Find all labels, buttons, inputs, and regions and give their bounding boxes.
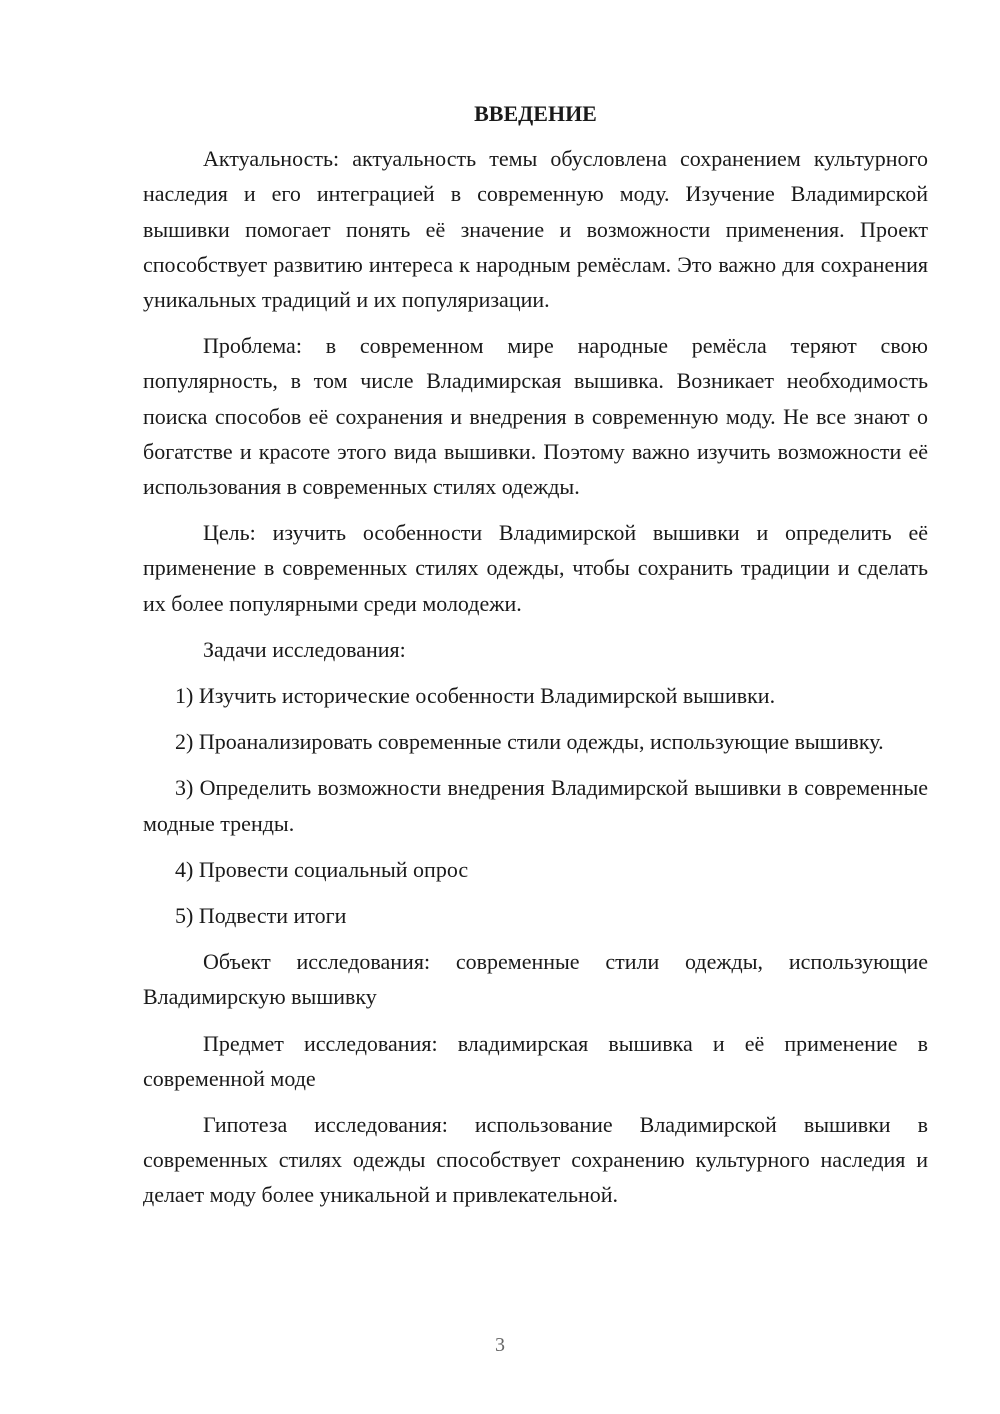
paragraph-problem: Проблема: в современном мире народные ремёсла теряют свою популярность, в том числе Владимирская вышивка. Возникает необходимость поиска способов её сохранения и внедрения в современную моду. Не все знают о богатстве и красоте этого вида вышивки. Поэтому важно изучить возможности её использования в современных стилях одежды.	[143, 333, 928, 500]
paragraph-relevance: Актуальность: актуальность темы обусловлена сохранением культурного наследия и его интеграцией в современную моду. Изучение Владимирской вышивки помогает понять её значение и возможности применения. Проект способствует развитию интереса к народным ремёслам. Это важно для сохранения уникальных традиций и их популяризации.	[143, 146, 928, 313]
task-item-2: 2) Проанализировать современные стили одежды, использующие вышивку.	[175, 729, 884, 755]
paragraph-subject: Предмет исследования: владимирская вышивка и её применение в современной моде	[143, 1030, 928, 1091]
page-number: 3	[495, 1334, 505, 1356]
task-item-1: 1) Изучить исторические особенности Владимирской вышивки.	[175, 683, 776, 709]
task-item-3: 3) Определить возможности внедрения Владимирской вышивки в современные модные тренды.	[143, 775, 928, 836]
task-item-4: 4) Провести социальный опрос	[175, 856, 469, 882]
paragraph-goal: Цель: изучить особенности Владимирской вышивки и определить её применение в современных стилях одежды, чтобы сохранить традиции и сделать их более популярными среди молодежи.	[143, 520, 928, 616]
paragraph-object: Объект исследования: современные стили одежды, использующие Владимирскую вышивку	[143, 949, 928, 1010]
paragraph-hypothesis: Гипотеза исследования: использование Владимирской вышивки в современных стилях одежды способствует сохранению культурного наследия и делает моду более уникальной и привлекательной.	[143, 1112, 928, 1208]
page-title: ВВЕДЕНИЕ	[474, 101, 597, 126]
document-page	[143, 96, 928, 1224]
task-item-5: 5) Подвести итоги	[175, 903, 347, 929]
tasks-heading: Задачи исследования:	[203, 636, 406, 662]
